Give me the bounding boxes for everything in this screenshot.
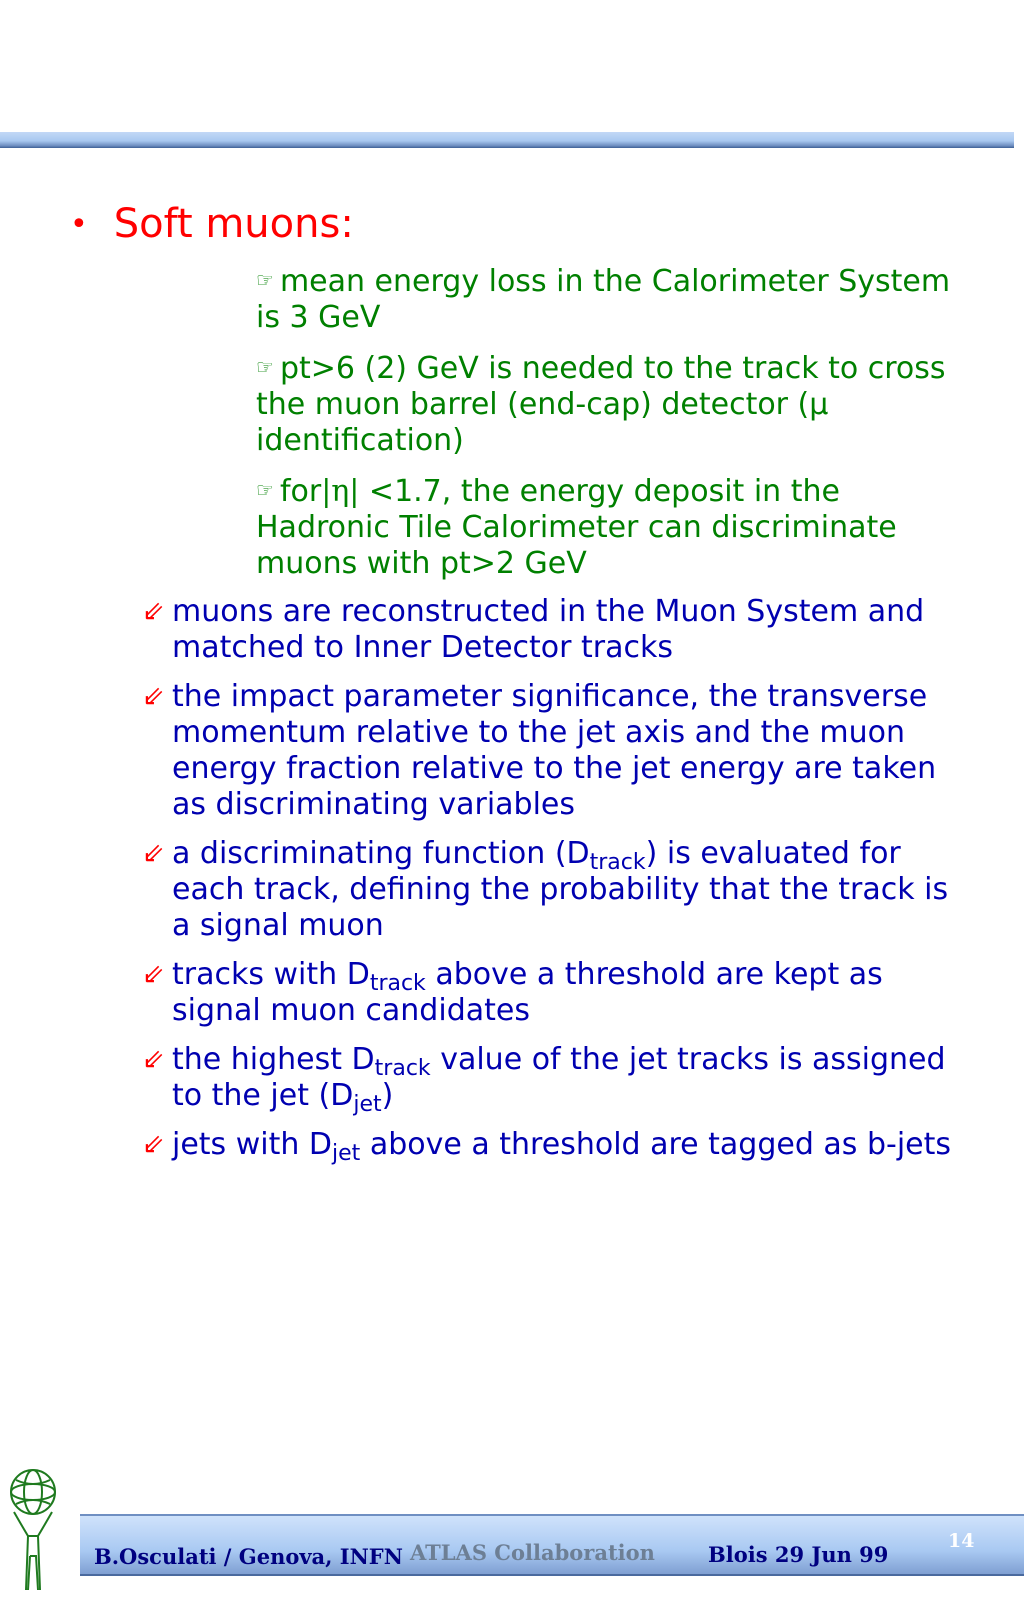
eta-symbol: η: [331, 474, 350, 509]
slide-title: [70, 198, 354, 250]
detail-item: [256, 262, 966, 336]
arrow-icon: ⇙: [142, 959, 165, 990]
point-text-part: ): [381, 1078, 394, 1113]
point-text-part: a discriminating function (D: [172, 836, 590, 871]
point-item: [142, 679, 972, 823]
point-text: the impact parameter significance, the transverse momentum relative to the jet axis and the muon energy fraction relative to the jet energy are taken as discriminating variables: [172, 679, 937, 822]
arrow-icon: ⇙: [142, 681, 165, 712]
abs-bar: |: [321, 474, 332, 509]
point-list: [142, 594, 972, 1176]
arrow-icon: ⇙: [142, 1044, 165, 1075]
point-text: muons are reconstructed in the Muon System and matched to Inner Detector tracks: [172, 594, 925, 665]
detail-text: mean energy loss in the Calorimeter System is 3 GeV: [256, 264, 951, 335]
subscript: track: [589, 850, 646, 875]
point-text-part: ) is evaluated for each track, defining the probability that the track is a signal muon: [172, 836, 949, 943]
point-text: [172, 957, 972, 1029]
pointing-hand-icon: ☞: [256, 268, 274, 292]
subscript: jet: [332, 1141, 361, 1166]
footer-bar: [80, 1514, 1024, 1576]
point-item: [142, 1042, 972, 1117]
arrow-icon: ⇙: [142, 838, 165, 869]
detail-list: [256, 262, 966, 595]
abs-bar: |: [349, 474, 360, 509]
pointing-hand-icon: ☞: [256, 478, 274, 502]
point-text: [172, 1042, 972, 1117]
point-item: [142, 1127, 972, 1166]
footer-author: B.Osculati / Genova, INFN: [94, 1544, 403, 1569]
detail-item: [256, 349, 966, 459]
point-text-part: above a threshold are tagged as b-jets: [360, 1127, 952, 1162]
point-text-part: jets with D: [172, 1127, 333, 1162]
point-item: [142, 957, 972, 1029]
point-item: [142, 594, 972, 666]
point-item: [142, 836, 972, 944]
detail-item: [256, 472, 966, 582]
point-text: [172, 1127, 972, 1166]
point-text-part: above a threshold are kept as signal muon candidates: [172, 957, 883, 1028]
subscript: jet: [353, 1092, 382, 1117]
detail-text: <1.7, the energy deposit in the Hadronic Tile Calorimeter can discriminate muons with pt>2 GeV: [256, 474, 897, 581]
detail-text: for: [279, 474, 322, 509]
point-text-part: value of the jet tracks is assigned to the jet (D: [172, 1042, 946, 1113]
point-text-part: the highest D: [172, 1042, 375, 1077]
top-divider-bar: [0, 132, 1014, 148]
atlas-logo-icon: [2, 1466, 64, 1592]
detail-text: pt>6 (2) GeV is needed to the track to cross the muon barrel (end-cap) detector (μ identification): [256, 351, 946, 458]
footer-date: Blois 29 Jun 99: [708, 1542, 889, 1567]
slide-title-text: Soft muons:: [113, 201, 354, 247]
subscript: track: [369, 971, 426, 996]
point-text-part: tracks with D: [172, 957, 370, 992]
arrow-icon: ⇙: [142, 1129, 165, 1160]
title-bullet: •: [70, 206, 88, 242]
footer-collaboration: ATLAS Collaboration: [410, 1540, 655, 1565]
page-number: 14: [948, 1530, 975, 1552]
point-text: [172, 836, 972, 944]
pointing-hand-icon: ☞: [256, 355, 274, 379]
subscript: track: [374, 1056, 431, 1081]
arrow-icon: ⇙: [142, 596, 165, 627]
